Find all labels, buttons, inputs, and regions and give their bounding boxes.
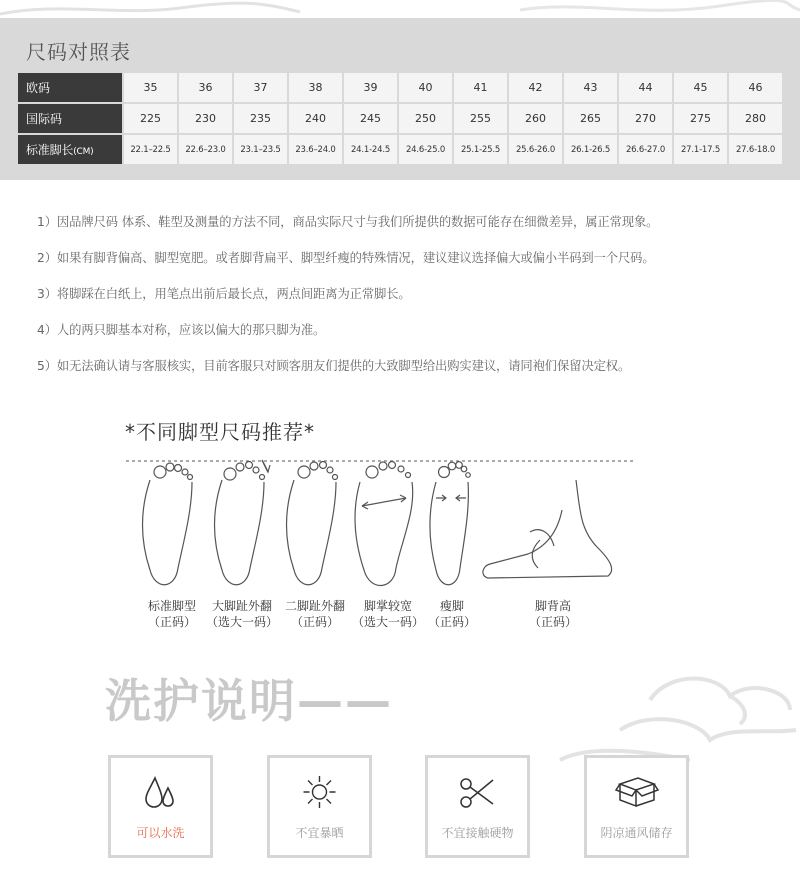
table-cell: 260 xyxy=(509,104,562,133)
foot-type-label: 标准脚型 （正码） xyxy=(147,599,196,629)
table-cell: 22.1–22.5 xyxy=(124,135,177,164)
table-cell: 25.1-25.5 xyxy=(454,135,507,164)
table-cell: 270 xyxy=(619,104,672,133)
row-label-eu: 欧码 xyxy=(18,73,122,102)
table-cell: 39 xyxy=(344,73,397,102)
decorative-cloud-top xyxy=(0,0,800,20)
foot-standard-icon xyxy=(143,463,193,585)
table-cell: 275 xyxy=(674,104,727,133)
foot-type-label: 脚背高 （正码） xyxy=(528,599,577,629)
table-cell: 23.6–24.0 xyxy=(289,135,342,164)
box-icon xyxy=(614,772,659,812)
water-drops-icon xyxy=(138,772,183,812)
table-cell: 26.1-26.5 xyxy=(564,135,617,164)
table-cell: 240 xyxy=(289,104,342,133)
table-cell: 280 xyxy=(729,104,782,133)
table-cell: 37 xyxy=(234,73,287,102)
table-cell: 45 xyxy=(674,73,727,102)
foot-second-toe-icon xyxy=(287,462,338,585)
care-item-washable xyxy=(108,755,213,858)
table-cell: 22.6–23.0 xyxy=(179,135,232,164)
table-cell: 40 xyxy=(399,73,452,102)
foot-type-label: 瘦脚 （正码） xyxy=(427,599,476,629)
foot-wide-icon xyxy=(355,462,413,586)
care-title: 洗护说明—— xyxy=(105,674,393,728)
table-cell: 230 xyxy=(179,104,232,133)
foot-types-title: *不同脚型尺码推荐* xyxy=(125,420,315,444)
table-cell: 250 xyxy=(399,104,452,133)
table-cell: 36 xyxy=(179,73,232,102)
table-row-foot-length xyxy=(18,135,782,164)
care-label: 不宜接触硬物 xyxy=(441,826,514,840)
table-cell: 24.6-25.0 xyxy=(399,135,452,164)
foot-types-illustration xyxy=(110,450,650,600)
foot-type-label: 大脚趾外翻 （选大一码） xyxy=(205,599,278,629)
table-cell: 43 xyxy=(564,73,617,102)
note-item: 4）人的两只脚基本对称，应该以偏大的那只脚为准。 xyxy=(37,323,326,337)
table-cell: 44 xyxy=(619,73,672,102)
foot-slim-icon xyxy=(430,462,470,585)
table-row-intl-size xyxy=(18,104,782,133)
care-label: 阴凉通风储存 xyxy=(600,826,673,840)
table-cell: 35 xyxy=(124,73,177,102)
foot-high-arch-icon xyxy=(483,480,612,578)
size-chart-table xyxy=(16,71,784,166)
care-item-no-hard-objects xyxy=(425,755,530,858)
table-cell: 38 xyxy=(289,73,342,102)
table-cell: 27.6-18.0 xyxy=(729,135,782,164)
foot-type-label: 二脚趾外翻 （正码） xyxy=(284,599,345,629)
size-chart-title: 尺码对照表 xyxy=(26,40,131,64)
care-item-cool-storage xyxy=(584,755,689,858)
care-label: 可以水洗 xyxy=(136,826,185,840)
table-cell: 265 xyxy=(564,104,617,133)
table-cell: 23.1–23.5 xyxy=(234,135,287,164)
table-cell: 46 xyxy=(729,73,782,102)
row-label-intl: 国际码 xyxy=(18,104,122,133)
care-label: 不宜暴晒 xyxy=(295,826,344,840)
table-cell: 27.1-17.5 xyxy=(674,135,727,164)
note-item: 2）如果有脚背偏高、脚型宽肥。或者脚背扁平、脚型纤瘦的特殊情况，建议建议选择偏大或偏小半码到一个尺码。 xyxy=(37,251,655,265)
table-cell: 245 xyxy=(344,104,397,133)
table-cell: 235 xyxy=(234,104,287,133)
note-item: 5）如无法确认请与客服核实，目前客服只对顾客朋友们提供的大致脚型给出购实建议，请同袍们保留决定权。 xyxy=(37,359,631,373)
table-cell: 41 xyxy=(454,73,507,102)
scissors-icon xyxy=(455,772,500,812)
row-label-foot-length: 标准脚长(CM) xyxy=(18,135,122,164)
foot-type-label: 脚掌较宽 （选大一码） xyxy=(351,599,424,629)
table-cell: 42 xyxy=(509,73,562,102)
table-cell: 225 xyxy=(124,104,177,133)
table-cell: 255 xyxy=(454,104,507,133)
table-cell: 26.6-27.0 xyxy=(619,135,672,164)
note-item: 1）因品牌尺码 体系、鞋型及测量的方法不同，商品实际尺寸与我们所提供的数据可能存在细微差异，属正常现象。 xyxy=(37,215,659,229)
sun-icon xyxy=(297,772,342,812)
table-cell: 25.6-26.0 xyxy=(509,135,562,164)
note-item: 3）将脚踩在白纸上，用笔点出前后最长点，两点间距离为正常脚长。 xyxy=(37,287,411,301)
size-notes-list xyxy=(37,212,777,392)
table-row-eu-size xyxy=(18,73,782,102)
care-item-no-sun xyxy=(267,755,372,858)
table-cell: 24.1-24.5 xyxy=(344,135,397,164)
foot-bunion-icon xyxy=(215,460,271,585)
size-chart-section xyxy=(0,18,800,180)
